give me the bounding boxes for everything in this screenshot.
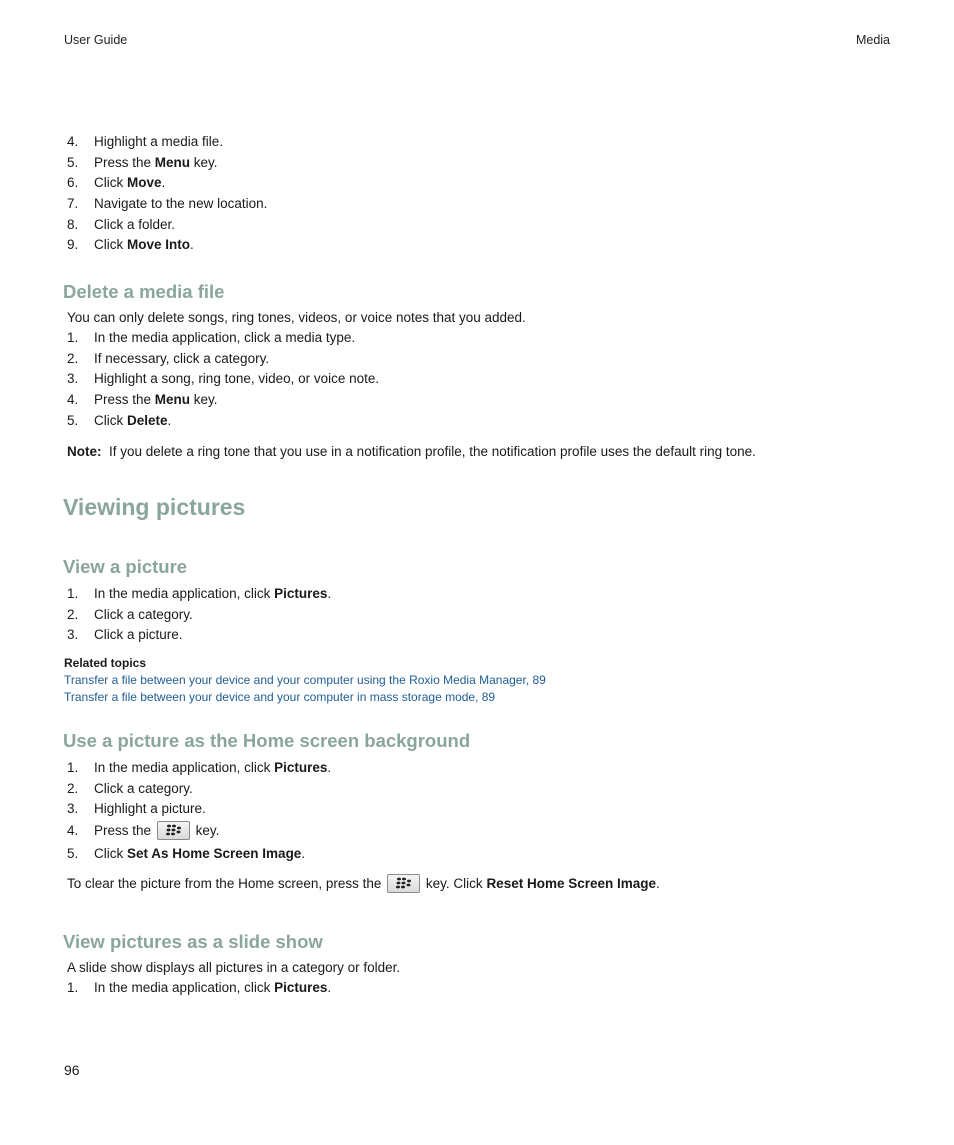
step-text [94,153,218,174]
step-text-pre: In the media application, click [94,760,275,775]
step-text-pre: Press the [94,392,155,408]
page-number: 96 [64,1062,80,1078]
step-text-bold: Pictures [274,586,328,601]
clear-pre: To clear the picture from the Home screen, press the [67,876,382,891]
step-item [64,978,904,999]
step5-post: . [301,846,306,861]
step-number: 4. [67,392,79,408]
delete-section-title: Delete a media file [63,281,225,302]
step-text [94,605,193,626]
step-item [64,173,904,194]
step-item [64,779,904,800]
step-text-post: key. [190,392,218,408]
step-number: 4. [67,823,79,838]
step-text-pre: Click a picture. [94,627,183,643]
step5-pre: Click [94,846,127,861]
step-item [64,584,904,605]
step-text-pre: Click [94,175,127,191]
step-number: 8. [67,216,79,232]
step-text [94,215,175,236]
step-text-post: . [167,412,172,428]
related-topics-title: Related topics [64,656,147,670]
step-text [94,584,331,605]
step-text [94,194,267,215]
step-number: 3. [67,801,79,817]
step-text-pre: Click a category. [94,606,193,622]
step-item [64,132,904,153]
clear-post: . [656,876,660,891]
step-text-post: . [161,175,166,191]
step5-bold: Set As Home Screen Image [127,846,302,861]
step-text-pre: Highlight a song, ring tone, video, or voice note. [94,371,380,387]
slide-show-title: View pictures as a slide show [63,931,323,952]
step-text-pre: Press the [94,154,155,170]
step-text [94,328,355,349]
step-text-pre: Click [94,237,127,253]
running-header-right: Media [855,33,890,47]
step-text-post: key. [190,154,218,170]
step-number: 5. [67,412,79,428]
step-item [64,215,904,236]
step-text-post: . [327,760,332,775]
step-item [64,411,904,432]
step-text-pre: Highlight a media file. [94,134,224,149]
step-text-post: . [327,586,332,601]
note-text: If you delete a ring tone that you use in a notification profile, the notification profile uses the default ring tone. [109,444,756,459]
step-text [94,625,183,646]
clear-mid: key. Click [425,876,487,891]
step-number: 3. [67,371,79,387]
step4-pre: Press the [94,823,152,838]
step-item [64,758,904,779]
step-text [94,369,379,390]
step-number: 2. [67,606,79,622]
step-number: 4. [67,134,79,149]
home-background-step-5 [64,844,904,865]
step-item [64,605,904,626]
home-background-title: Use a picture as the Home screen background [63,730,471,751]
step-item [64,328,904,349]
step-number: 3. [67,627,79,643]
step-text [94,173,165,194]
step-text-pre: Click a category. [94,780,193,796]
slide-show-steps-list [64,978,904,999]
note-label: Note: [67,444,102,459]
step-text-post: . [327,980,332,995]
step-item [64,799,904,820]
step-text [94,758,331,779]
step-text-post: . [190,237,194,253]
step-item [64,390,904,411]
step-text [94,349,269,370]
delete-intro: You can only delete songs, ring tones, videos, or voice notes that you added. [67,310,526,325]
step-item [64,235,904,256]
step-text-pre: Navigate to the new location. [94,196,268,212]
step-number: 6. [67,175,79,191]
step-text [94,132,223,153]
step-text-bold: Menu [154,392,191,408]
step-text [94,779,193,800]
delete-note [67,442,756,462]
step-text-pre: In the media application, click [94,980,275,995]
step-text-pre: In the media application, click [94,586,275,601]
step-item [64,194,904,215]
related-link-roxio[interactable]: Transfer a file between your device and your computer using the Roxio Media Manager, 89 [64,673,546,687]
step-item [64,153,904,174]
clear-background-paragraph [67,874,660,894]
step-text-pre: Highlight a picture. [94,801,206,817]
clear-bold: Reset Home Screen Image [486,876,657,891]
delete-steps-list [64,328,904,431]
step4-post: key. [195,823,220,838]
step-item [64,369,904,390]
step-number: 2. [67,780,79,796]
step-text-pre: Click a folder. [94,216,176,232]
related-link-mass-storage[interactable]: Transfer a file between your device and your computer in mass storage mode, 89 [64,690,496,704]
step-text [94,390,218,411]
step-number: 1. [67,760,79,775]
step-text-bold: Menu [154,154,191,170]
view-picture-title: View a picture [63,556,188,577]
home-background-step-4 [64,820,904,844]
step-item [64,349,904,370]
step-text-bold: Pictures [274,980,328,995]
step-text-bold: Pictures [274,760,328,775]
step-number: 5. [67,846,79,861]
slide-show-intro: A slide show displays all pictures in a category or folder. [67,960,401,975]
step-number: 1. [67,980,79,995]
step-text-pre: In the media application, click a media type. [94,330,356,345]
step-text [94,799,206,820]
step-text-pre: Click [94,412,127,428]
step-text [94,978,331,999]
running-header-left: User Guide [64,33,128,47]
step-text-pre: If necessary, click a category. [94,350,270,366]
step-number: 5. [67,154,79,170]
step-text [94,235,194,256]
blackberry-menu-key-icon [157,821,190,840]
step-number: 2. [67,350,79,366]
step-item [64,625,904,646]
step-number: 9. [67,237,79,253]
step-number: 1. [67,586,79,601]
step-number: 1. [67,330,79,345]
blackberry-menu-key-icon [387,874,420,893]
step-number: 7. [67,196,79,212]
step-text-bold: Delete [127,412,168,428]
move-steps-list [64,132,904,256]
home-background-steps-list [64,758,904,820]
viewing-pictures-title: Viewing pictures [63,494,246,520]
step-text [94,411,171,432]
step-text-bold: Move [127,175,162,191]
view-picture-steps-list [64,584,904,646]
step-text-bold: Move Into [127,237,190,253]
